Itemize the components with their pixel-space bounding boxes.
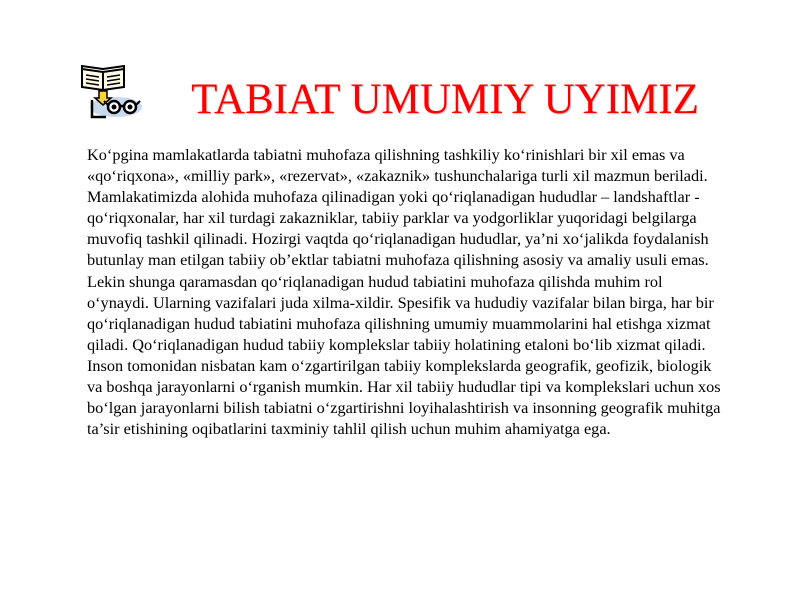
slide-title: TABIAT UMUMIY UYIMIZ — [191, 76, 699, 123]
book-reading-glasses-icon — [78, 64, 144, 122]
slide-body-text: Ko‘pgina mamlakatlarda tabiatni muhofaza qilishning tashkiliy ko‘rinishlari bir xil emas va «qo‘riqxona», «milliy park», «rezervat», «zakaznik» tushunchalariga turli xil mazmun beriladi. Mamlakatimizda alohida muhofaza qilinadigan yoki qo‘riqlanadigan hududlar – landshaftlar - qo‘riqxonalar, har xil turdagi zakazniklar, tabiiy parklar va yodgorliklar yuqoridagi belgilarga muvofiq tashkil qilinadi. Hozirgi vaqtda qo‘riqlanadigan hududlar, ya’ni xo‘jalikda foydalanish butunlay man etilgan tabiiy ob’ektlar tabiatni muhofaza qilishning asosiy va amaliy usuli emas. Lekin shunga qaramasdan qo‘riqlanadigan hudud tabiatini muhofaza qilishda muhim rol o‘ynaydi. Ularning vazifalari juda xilma-xildir. Spesifik va hududiy vazifalar bilan birga, har bir qo‘riqlanadigan hudud tabiatini muhofaza qilishning umumiy muammolarini hal etishga xizmat qiladi. Qo‘riqlanadigan hudud tabiiy komplekslar tabiiy holatining etaloni bo‘lib xizmat qiladi. Inson tomonidan nisbatan kam o‘zgartirilgan tabiiy komplekslarda geografik, geofizik, biologik va boshqa jarayonlarni o‘rganish mumkin. Har xil tabiiy hududlar tipi va komplekslari uchun xos bo‘lgan jarayonlarni bilish tabiatni o‘zgartirishni loyihalashtirish va insonning geografik muhitga ta’sir etishining oqibatlarini taxminiy tahlil qilish uchun muhim ahamiyatga ega. — [87, 145, 721, 439]
